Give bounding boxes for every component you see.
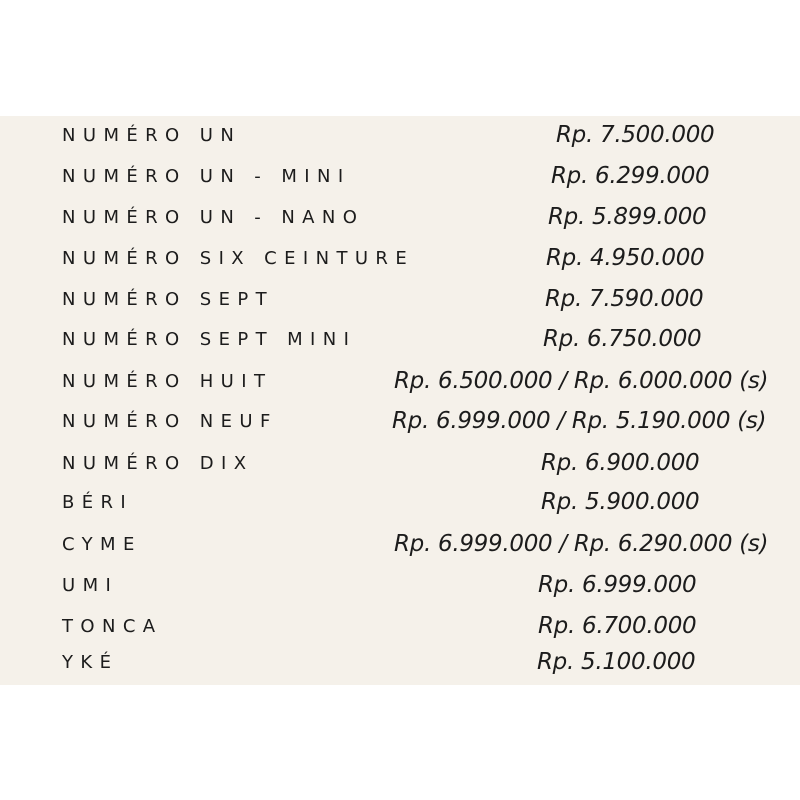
product-price: Rp. 6.700.000 — [538, 613, 697, 639]
list-item — [0, 242, 800, 282]
product-price: Rp. 7.590.000 — [545, 286, 704, 312]
product-price: Rp. 6.999.000 — [538, 572, 697, 598]
product-price: Rp. 6.500.000 / Rp. 6.000.000 (s) — [394, 368, 769, 394]
product-price: Rp. 4.950.000 — [546, 245, 705, 271]
product-price: Rp. 5.900.000 — [541, 489, 700, 515]
product-price: Rp. 7.500.000 — [556, 122, 715, 148]
product-name: NUMÉRO SEPT — [62, 289, 274, 310]
product-name: NUMÉRO HUIT — [62, 371, 273, 392]
list-item — [0, 365, 800, 405]
product-price: Rp. 6.299.000 — [551, 163, 710, 189]
product-name: TONCA — [62, 616, 163, 637]
list-item — [0, 160, 800, 200]
product-price: Rp. 6.750.000 — [543, 326, 702, 352]
list-item — [0, 486, 800, 526]
product-price: Rp. 6.999.000 / Rp. 5.190.000 (s) — [392, 408, 767, 434]
product-name: NUMÉRO SIX CEINTURE — [62, 248, 415, 269]
product-price: Rp. 5.899.000 — [548, 204, 707, 230]
product-name: NUMÉRO UN — [62, 125, 242, 146]
product-price: Rp. 6.900.000 — [541, 450, 700, 476]
product-name: CYME — [62, 534, 142, 555]
product-name: NUMÉRO DIX — [62, 453, 254, 474]
list-item — [0, 569, 800, 609]
price-list-sheet — [0, 116, 800, 685]
list-item — [0, 447, 800, 487]
list-item — [0, 610, 800, 650]
list-item — [0, 119, 800, 159]
list-item — [0, 323, 800, 363]
list-item — [0, 405, 800, 445]
product-name: BÉRI — [62, 492, 134, 513]
product-name: NUMÉRO NEUF — [62, 411, 278, 432]
product-name: NUMÉRO UN - NANO — [62, 207, 365, 228]
product-name: YKÉ — [62, 652, 119, 673]
list-item — [0, 646, 800, 686]
list-item — [0, 528, 800, 568]
list-item — [0, 201, 800, 241]
list-item — [0, 283, 800, 323]
product-name: NUMÉRO SEPT MINI — [62, 329, 357, 350]
product-price: Rp. 5.100.000 — [537, 649, 696, 675]
product-name: UMI — [62, 575, 119, 596]
product-price: Rp. 6.999.000 / Rp. 6.290.000 (s) — [394, 531, 769, 557]
product-name: NUMÉRO UN - MINI — [62, 166, 351, 187]
